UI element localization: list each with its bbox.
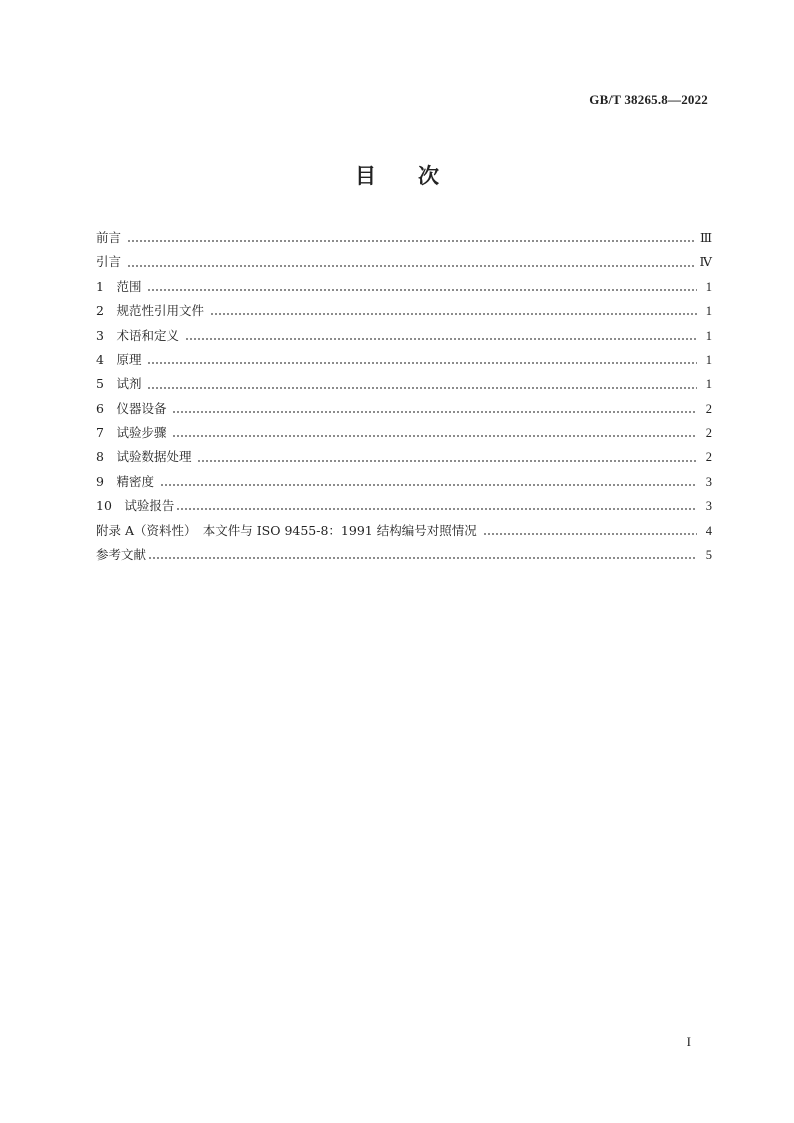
toc-entry-label: 附录 A（资料性） 本文件与 ISO 9455-8：1991 结构编号对照情况 — [96, 522, 477, 538]
toc-entry-label: 9 精密度 — [96, 473, 154, 489]
document-code: GB/T 38265.8—2022 — [589, 92, 708, 107]
toc-entry-label: 10 试验报告 — [96, 498, 175, 514]
toc-entry-label: 5 试剂 — [96, 376, 142, 392]
toc-entry[interactable] — [96, 275, 712, 299]
toc-entry-page: Ⅳ — [699, 255, 712, 270]
toc-entry-page: 1 — [705, 304, 712, 319]
toc-entry[interactable] — [96, 470, 712, 494]
toc-entry-page: 3 — [705, 499, 712, 514]
toc-entry[interactable] — [96, 226, 712, 250]
dot-leader — [127, 240, 695, 242]
toc-entry[interactable] — [96, 372, 712, 396]
toc-entry-page: 2 — [705, 401, 712, 416]
toc-entry-label: 参考文献 — [96, 547, 147, 563]
toc-entry-page: 1 — [705, 328, 712, 343]
toc-entry[interactable] — [96, 446, 712, 470]
toc-entry-label: 2 规范性引用文件 — [96, 303, 204, 319]
toc-entry-page: 1 — [705, 377, 712, 392]
toc-entry-label: 1 范围 — [96, 278, 142, 294]
toc-entry[interactable] — [96, 543, 712, 567]
toc-entry-label: 前言 — [96, 229, 122, 245]
dot-leader — [127, 265, 694, 267]
toc-entry-label: 3 术语和定义 — [96, 327, 179, 343]
dot-leader — [176, 508, 697, 510]
toc-entry-page: Ⅲ — [699, 230, 712, 245]
dot-leader — [172, 435, 697, 437]
toc-entry-label: 6 仪器设备 — [96, 400, 167, 416]
dot-leader — [197, 460, 697, 462]
toc-entry[interactable] — [96, 519, 712, 543]
toc-entry[interactable] — [96, 494, 712, 518]
toc-entry-label: 7 试验步骤 — [96, 425, 167, 441]
toc-title: 目 次 — [355, 164, 439, 188]
dot-leader — [210, 313, 697, 315]
toc-entry-page: 2 — [705, 426, 712, 441]
table-of-contents — [96, 226, 712, 567]
toc-entry[interactable] — [96, 397, 712, 421]
toc-entry-page: 1 — [705, 279, 712, 294]
toc-entry[interactable] — [96, 250, 712, 274]
toc-entry[interactable] — [96, 299, 712, 323]
dot-leader — [147, 362, 697, 364]
toc-entry-page: 3 — [705, 474, 712, 489]
toc-entry-page: 5 — [705, 548, 712, 563]
dot-leader — [160, 484, 697, 486]
dot-leader — [185, 338, 697, 340]
dot-leader — [172, 411, 697, 413]
dot-leader — [148, 557, 697, 559]
dot-leader — [483, 533, 697, 535]
dot-leader — [147, 289, 697, 291]
toc-entry-page: 2 — [705, 450, 712, 465]
page-number: I — [686, 1034, 691, 1049]
dot-leader — [147, 387, 697, 389]
toc-entry-page: 1 — [705, 352, 712, 367]
toc-entry-label: 引言 — [96, 254, 122, 270]
toc-entry-label: 4 原理 — [96, 351, 142, 367]
toc-entry[interactable] — [96, 421, 712, 445]
toc-entry[interactable] — [96, 324, 712, 348]
toc-entry-label: 8 试验数据处理 — [96, 449, 192, 465]
toc-entry-page: 4 — [705, 523, 712, 538]
toc-entry[interactable] — [96, 348, 712, 372]
